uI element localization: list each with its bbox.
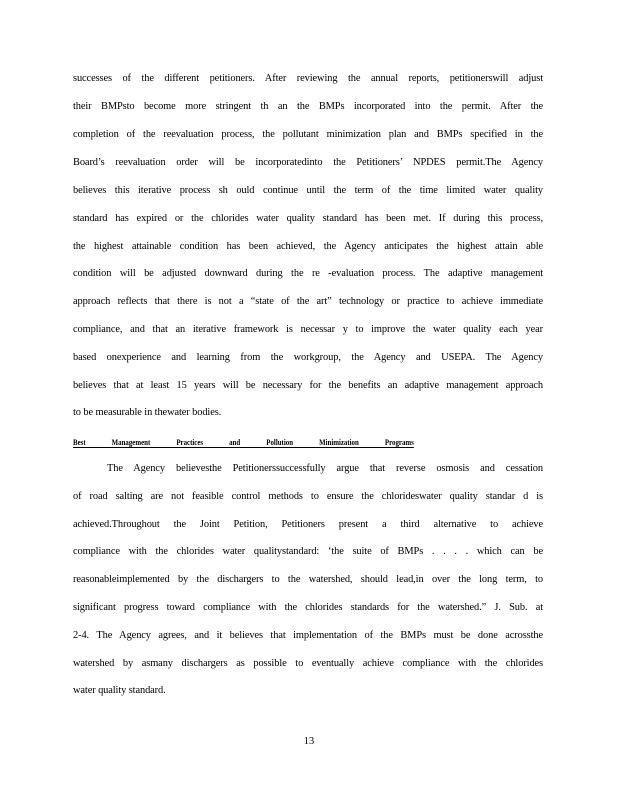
paragraph-line: completion of the reevaluation process, the pollutant minimization plan and BMPs specified in the: [73, 129, 543, 140]
section-heading: Best Management Practices and Pollution Minimization Programs: [73, 437, 414, 447]
paragraph-line: significant progress toward compliance with the chlorides standards for the watershed.” J. Sub. at: [73, 602, 543, 613]
paragraph-line: 2-4. The Agency agrees, and it believes that implementation of the BMPs must be done acrossthe: [73, 630, 543, 641]
paragraph-line: of road salting are not feasible control methods to ensure the chlorideswater quality standar d is: [73, 491, 543, 502]
paragraph-line: reasonableimplemented by the dischargers to the watershed, should lead,in over the long term, to: [73, 574, 543, 585]
paragraph-line: based onexperience and learning from the workgroup, the Agency and USEPA. The Agency: [73, 352, 543, 363]
paragraph-line: believes that at least 15 years will be necessary for the benefits an adaptive management approach: [73, 380, 543, 391]
paragraph-line: successes of the different petitioners. After reviewing the annual reports, petitionerswill adjust: [73, 73, 543, 84]
paragraph-line: The Agency believesthe Petitionerssuccessfully argue that reverse osmosis and cessation: [107, 463, 543, 474]
paragraph-line: believes this iterative process sh ould continue until the term of the time limited water quality: [73, 185, 543, 196]
paragraph-line: compliance, and that an iterative framework is necessar y to improve the water quality each year: [73, 324, 543, 335]
paragraph-line: the highest attainable condition has been achieved, the Agency anticipates the highest attain able: [73, 241, 543, 252]
paragraph-line: approach reflects that there is not a “state of the art” technology or practice to achieve immediate: [73, 296, 543, 307]
paragraph-line: condition will be adjusted downward during the re -evaluation process. The adaptive management: [73, 268, 543, 279]
paragraph-line: to be measurable in thewater bodies.: [73, 407, 222, 418]
paragraph-line: watershed by asmany dischargers as possible to eventually achieve compliance with the chlorides: [73, 658, 543, 669]
paragraph-line: compliance with the chlorides water qualitystandard: ‘the suite of BMPs . . . . which can be: [73, 546, 543, 557]
paragraph-line: standard has expired or the chlorides water quality standard has been met. If during this process,: [73, 213, 543, 224]
paragraph-line: water quality standard.: [73, 685, 166, 696]
page-number: 13: [303, 736, 315, 747]
paragraph-line: their BMPsto become more stringent th an the BMPs incorporated into the permit. After the: [73, 101, 543, 112]
paragraph-line: Board’s reevaluation order will be incorporatedinto the Petitioners’ NPDES permit.The Agency: [73, 157, 543, 168]
paragraph-line: achieved.Throughout the Joint Petition, Petitioners present a third alternative to achieve: [73, 519, 543, 530]
